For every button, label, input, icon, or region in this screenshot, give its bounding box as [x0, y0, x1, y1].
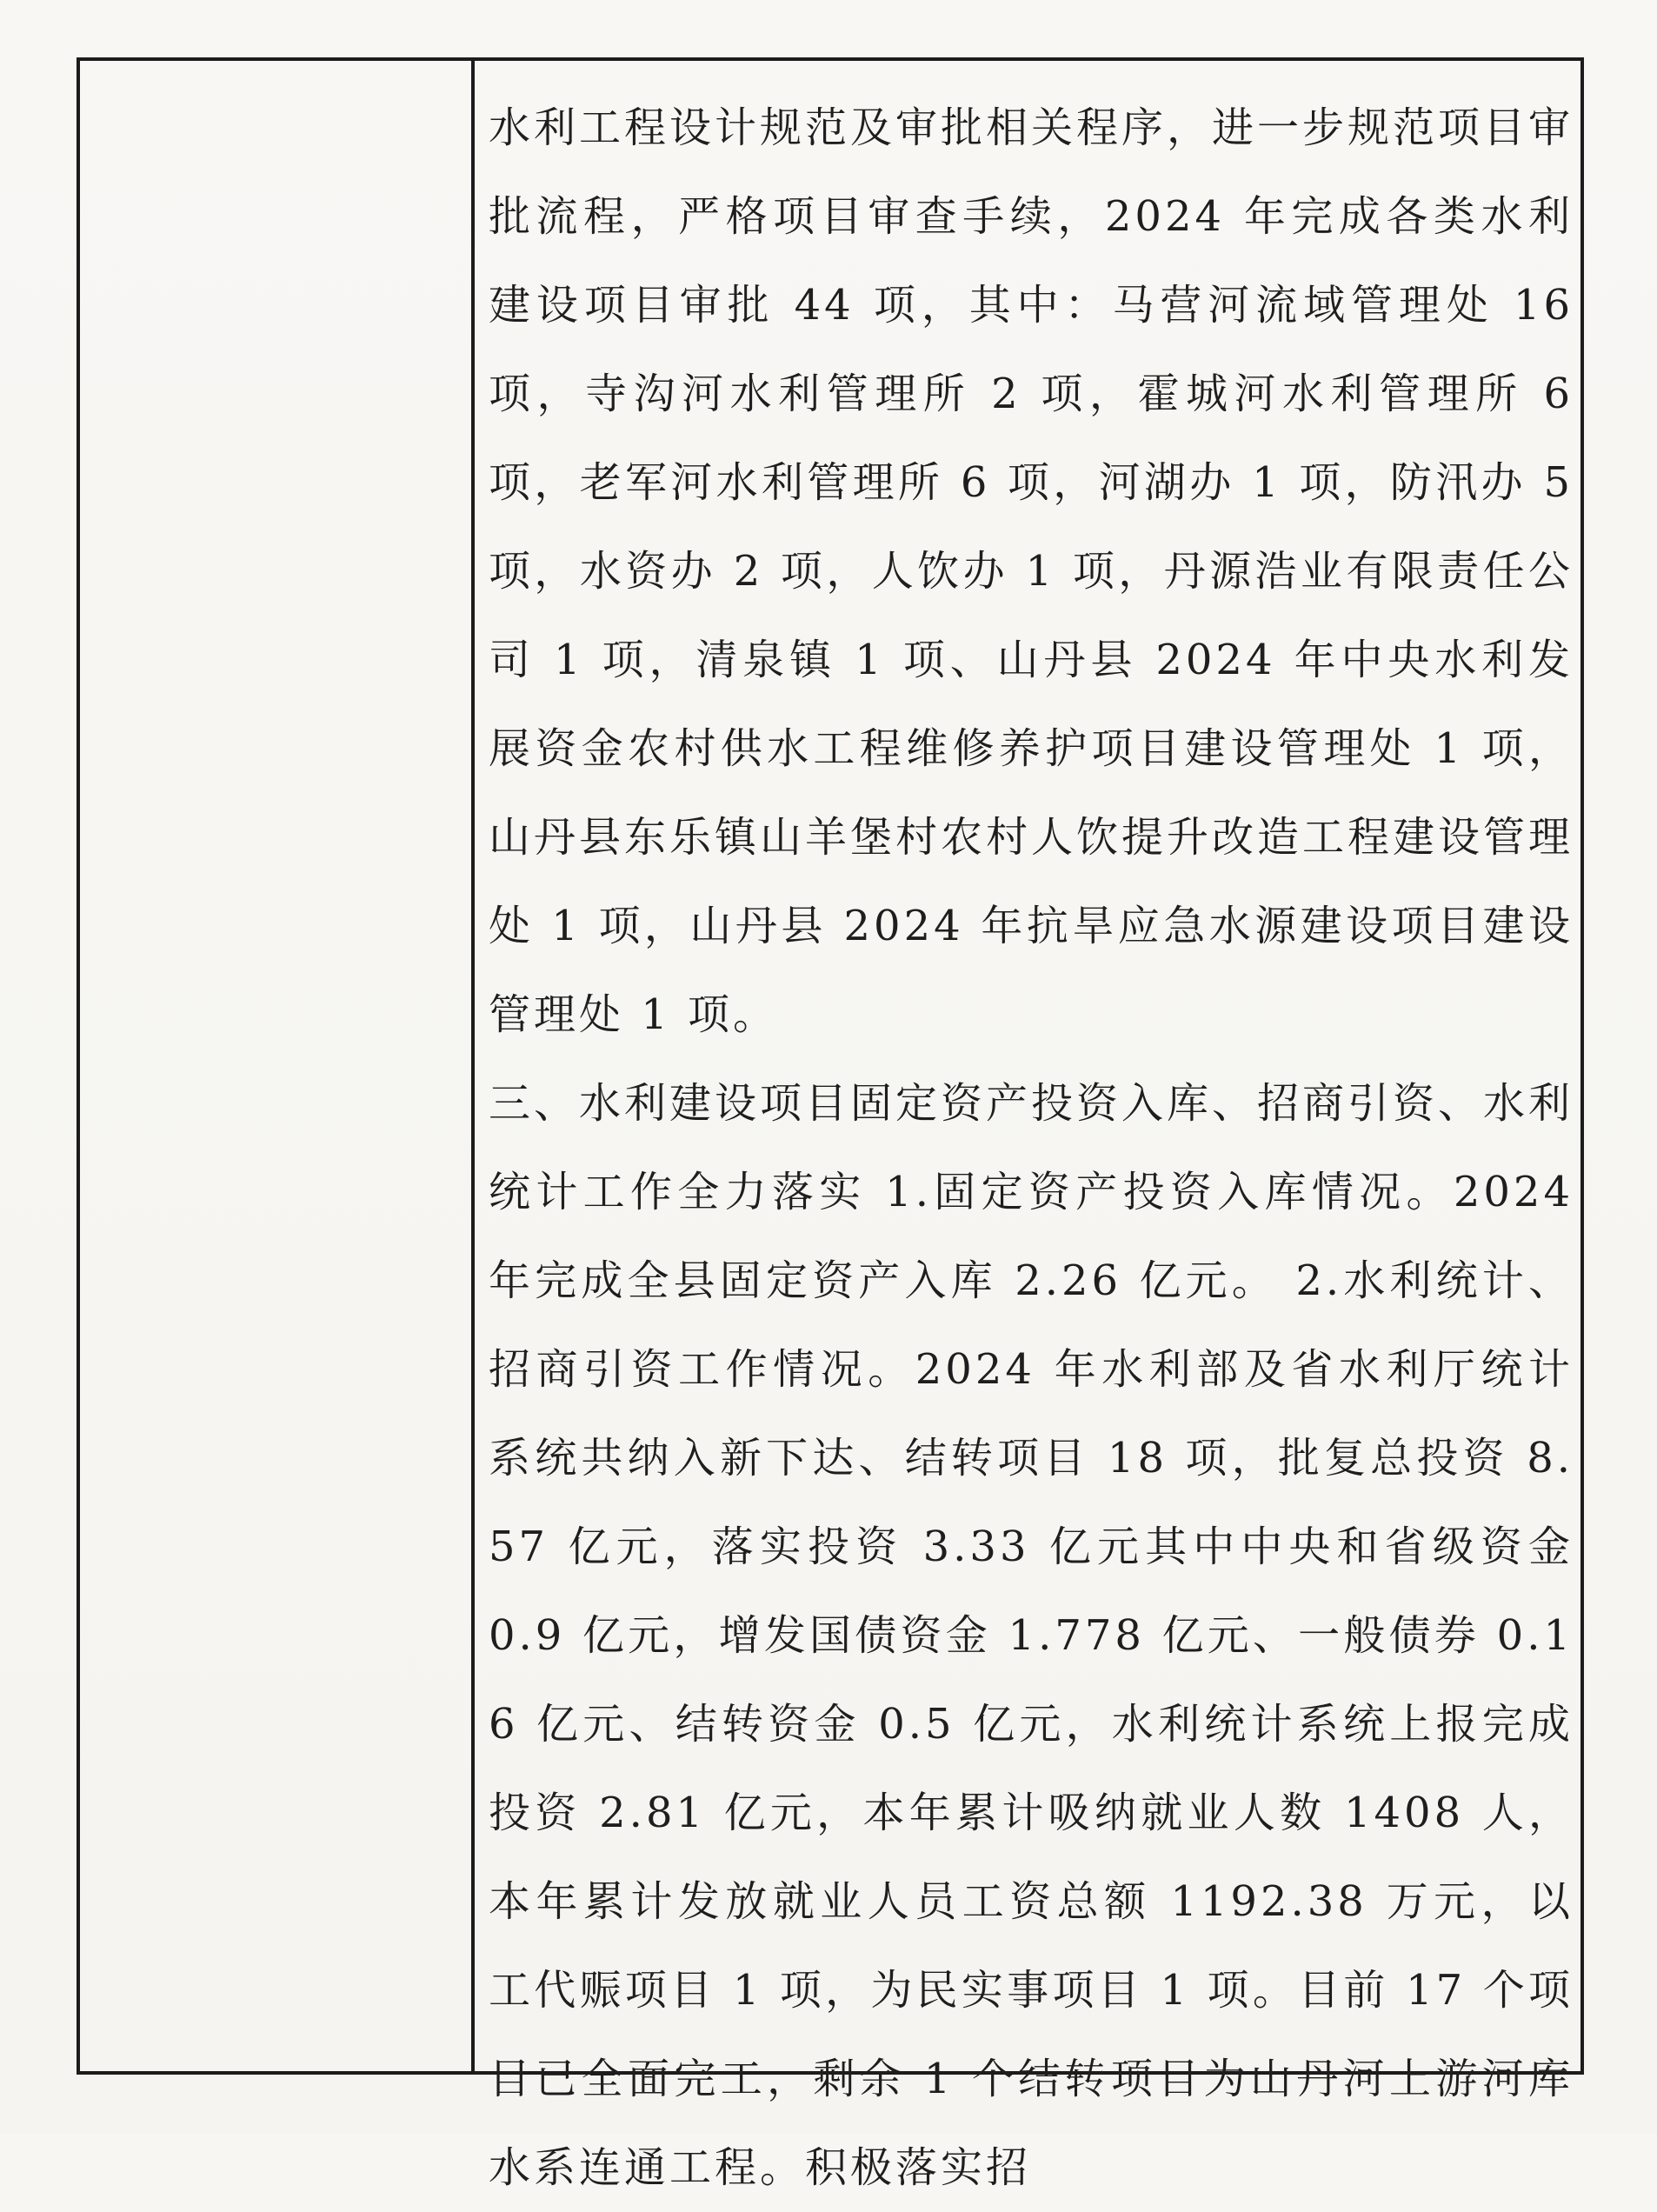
table-frame [77, 57, 1584, 2192]
paragraph-approvals: 水利工程设计规范及审批相关程序，进一步规范项目审批流程，严格项目审查手续，2024 年完成各类水利建设项目审批 44 项，其中：马营河流域管理处 16 项，寺沟河水利管理所 2 项，霍城河水利管理所 6 项，老军河水利管理所 6 项，河湖办 1 项，防汛办 5 项，水资办 2 项，人饮办 1 项，丹源浩业有限责任公司 1 项，清泉镇 1 项、山丹县 2024 年中央水利发展资金农村供水工程维修养护项目建设管理处 1 项，山丹县东乐镇山羊堡村农村人饮提升改造工程建设管理处 1 项，山丹县 2024 年抗旱应急水源建设项目建设管理处 1 项。 [489, 103, 1574, 1039]
table-content-cell [489, 83, 1574, 2192]
column-divider [471, 61, 475, 2071]
table-left-cell [80, 61, 471, 2071]
paragraph-investment-statistics: 三、水利建设项目固定资产投资入库、招商引资、水利统计工作全力落实 1.固定资产投资入库情况。2024 年完成全县固定资产入库 2.26 亿元。 2.水利统计、招商引资工作情况。2024 年水利部及省水利厅统计系统共纳入新下达、结转项目 18 项，批复总投资 8.57 亿元，落实投资 3.33 亿元其中中央和省级资金 0.9 亿元，增发国债资金 1.778 亿元、一般债券 0.16 亿元、结转资金 0.5 亿元，水利统计系统上报完成投资 2.81 亿元，本年累计吸纳就业人数 1408 人，本年累计发放就业人员工资总额 1192.38 万元，以工代赈项目 1 项，为民实事项目 1 项。目前 17 个项目已全面完工，剩余 1 个结转项目为山丹河上游河库水系连通工程。积极落实招 [489, 1079, 1574, 2192]
